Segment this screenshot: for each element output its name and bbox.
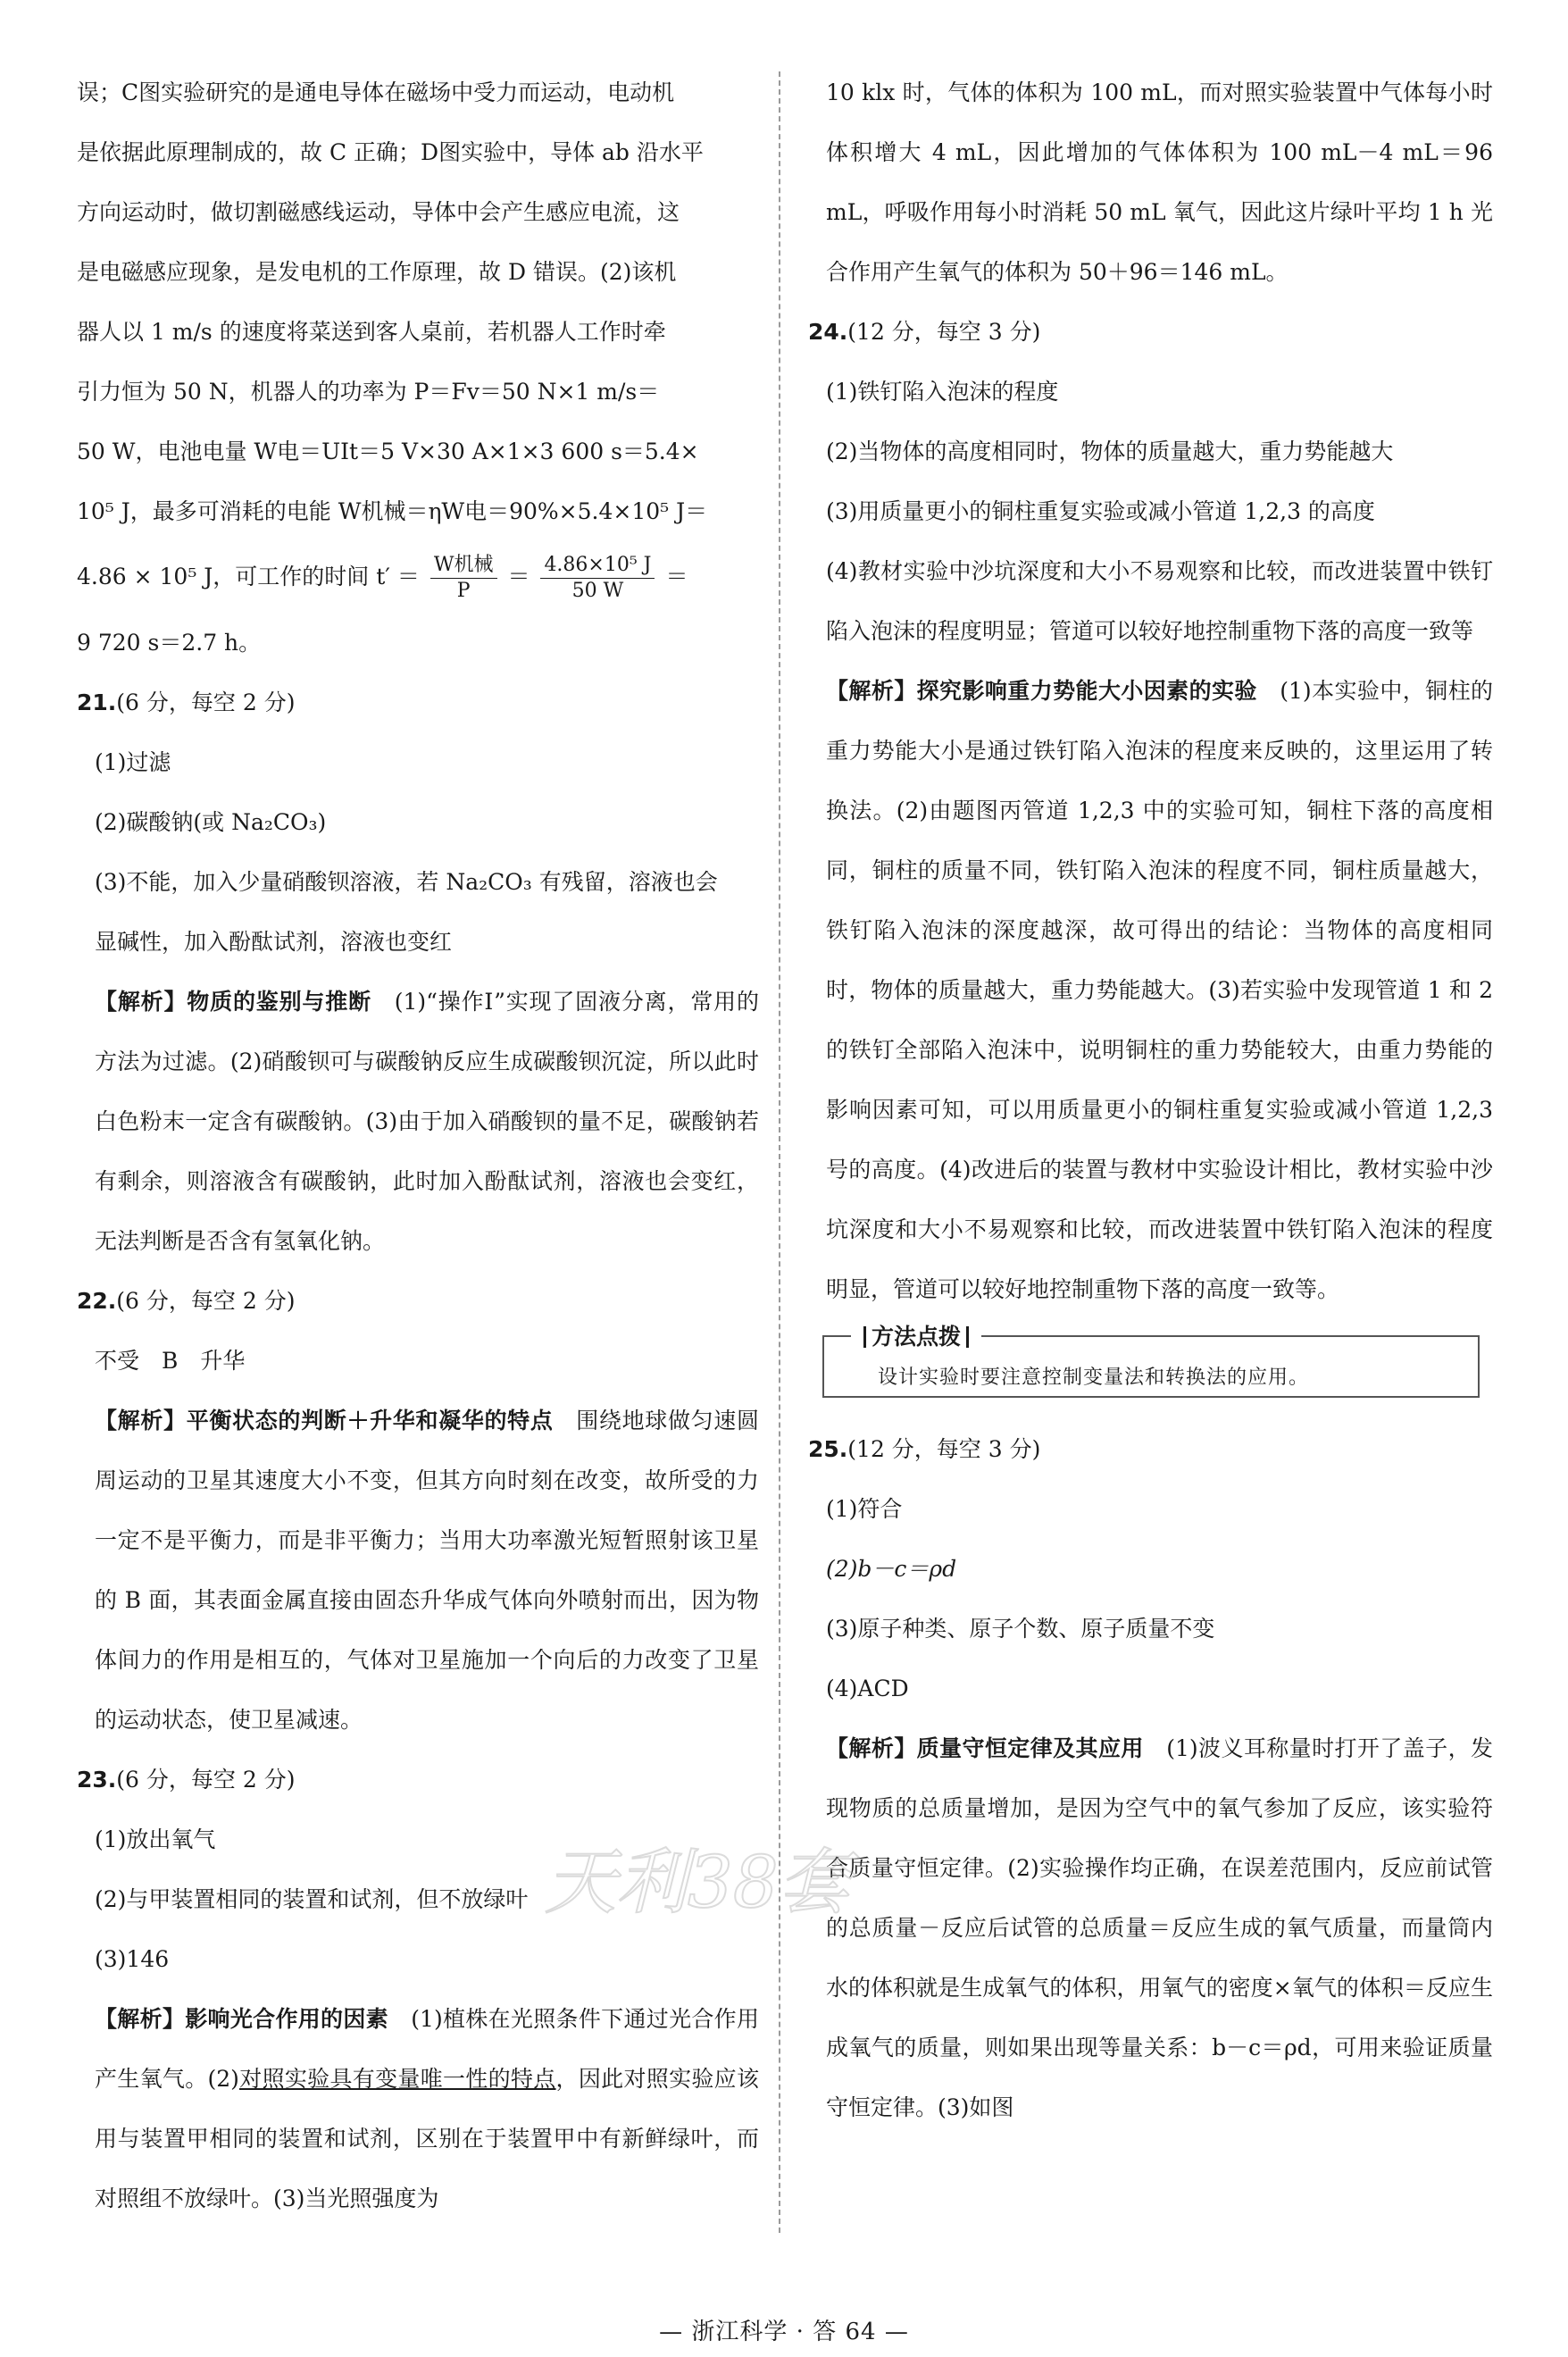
question-score: (12 分，每空 3 分) xyxy=(847,319,1041,345)
q20-line-2: 是依据此原理制成的，故 C 正确；D图实验中，导体 ab 沿水平 xyxy=(77,139,704,165)
q20-line-6: 引力恒为 50 N，机器人的功率为 P＝Fv＝50 N×1 m/s＝ xyxy=(77,379,660,405)
question-number: 21. xyxy=(77,690,117,715)
q23-answer-3: (3)146 xyxy=(95,1946,170,1972)
q24-header xyxy=(808,302,1493,362)
q25-header xyxy=(808,1419,1493,1479)
page-footer: — 浙江科学 · 答 64 — xyxy=(659,2319,909,2345)
fraction-numeric xyxy=(540,553,655,604)
fraction-numerator: 4.86×10⁵ J xyxy=(540,553,655,579)
q24-answer-3: (3)用质量更小的铜柱重复实验或减小管道 1,2,3 的高度 xyxy=(826,498,1375,524)
svg-text:天利38套: 天利38套 xyxy=(545,1841,850,1924)
q22-analysis xyxy=(77,1391,759,1750)
analysis-tag: 【解析】质量守恒定律及其应用 xyxy=(826,1735,1144,1761)
fraction-numerator: W机械 xyxy=(430,553,497,579)
equals-sign: ＝ xyxy=(507,564,530,589)
q21-answer-3: (3)不能，加入少量硝酸钡溶液，若 Na₂CO₃ 有残留，溶液也会 xyxy=(95,869,718,895)
question-number: 25. xyxy=(808,1436,848,1462)
q24-analysis xyxy=(808,661,1493,1319)
q22-header xyxy=(77,1271,759,1331)
question-score: (6 分，每空 2 分) xyxy=(116,690,296,715)
q23-header xyxy=(77,1750,759,1810)
q20-line-7: 50 W，电池电量 W电＝UIt＝5 V×30 A×1×3 600 s＝5.4× xyxy=(77,439,699,464)
q24-answer-1: (1)铁钉陷入泡沫的程度 xyxy=(826,379,1059,405)
question-score: (6 分，每空 2 分) xyxy=(116,1767,296,1793)
analysis-underlined: 对照实验具有变量唯一性的特点 xyxy=(238,2066,556,2092)
q23-continued: 10 klx 时，气体的体积为 100 mL，而对照实验装置中气体每小时体积增大 4 mL，因此增加的气体体积为 100 mL－4 mL＝96 mL，呼吸作用每小时消耗 50 mL 氧气，因此这片绿叶平均 1 h 光合作用产生氧气的体积为 50＋96＝146 mL。 xyxy=(826,79,1493,285)
formula-prefix: 4.86 × 10⁵ J，可工作的时间 t′ ＝ xyxy=(77,564,420,589)
method-tip-text: 设计实验时要注意控制变量法和转换法的应用。 xyxy=(878,1367,1310,1389)
analysis-text: 围绕地球做匀速圆周运动的卫星其速度大小不变，但其方向时刻在改变，故所受的力一定不是平衡力，而是非平衡力；当用大功率激光短暂照射该卫星的 B 面，其表面金属直接由固态升华成气体向外喷射而出，因为物体间力的作用是相互的，气体对卫星施加一个向后的力改变了卫星的运动状态，使卫星减速。 xyxy=(95,1408,759,1733)
equals-sign: ＝ xyxy=(665,564,688,589)
method-tip-label: 方法点拨 xyxy=(851,1319,981,1351)
q22-answer: 不受 B 升华 xyxy=(95,1348,246,1374)
q21-answer-1: (1)过滤 xyxy=(95,749,171,775)
q20-line-8: 10⁵ J，最多可消耗的电能 W机械＝ηW电＝90%×5.4×10⁵ J＝ xyxy=(77,498,708,524)
q20-result: 9 720 s＝2.7 h。 xyxy=(77,630,262,656)
q25-analysis xyxy=(808,1718,1493,2137)
q25-answer-4: (4)ACD xyxy=(826,1676,909,1701)
q20-formula-line xyxy=(77,541,759,613)
column-divider xyxy=(779,71,780,2233)
question-score: (6 分，每空 2 分) xyxy=(116,1288,296,1314)
question-number: 24. xyxy=(808,319,848,345)
q20-line-3: 方向运动时，做切割磁感线运动，导体中会产生感应电流，这 xyxy=(77,199,680,225)
question-number: 22. xyxy=(77,1288,117,1314)
fraction-work-over-power xyxy=(430,553,497,604)
analysis-tag: 【解析】平衡状态的判断＋升华和凝华的特点 xyxy=(95,1408,554,1433)
q25-answer-1: (1)符合 xyxy=(826,1496,903,1522)
analysis-text-a: (1)植株在光照条件下通过光合作用产生氧气。(2) xyxy=(95,2006,759,2092)
analysis-tag: 【解析】探究影响重力势能大小因素的实验 xyxy=(826,678,1257,704)
question-number: 23. xyxy=(77,1767,117,1793)
q25-answer-3: (3)原子种类、原子个数、原子质量不变 xyxy=(826,1616,1215,1642)
q23-answer-2: (2)与甲装置相同的装置和试剂，但不放绿叶 xyxy=(95,1886,529,1912)
q20-line-1: 误；C图实验研究的是通电导体在磁场中受力而运动，电动机 xyxy=(77,79,675,105)
fraction-denominator: P xyxy=(456,580,471,602)
analysis-text: (1)“操作Ⅰ”实现了固液分离，常用的方法为过滤。(2)硝酸钡可与碳酸钠反应生成碳酸钡沉淀，所以此时白色粉末一定含有碳酸钠。(3)由于加入硝酸钡的量不足，碳酸钠若有剩余，则溶液含有碳酸钠，此时加入酚酞试剂，溶液也会变红，无法判断是否含有氢氧化钠。 xyxy=(95,989,759,1254)
q21-answer-3b: 显碱性，加入酚酞试剂，溶液也变红 xyxy=(95,929,453,955)
q25-answer-2: (2)b－c＝ρd xyxy=(826,1556,957,1582)
question-score: (12 分，每空 3 分) xyxy=(847,1436,1041,1462)
q20-line-5: 器人以 1 m/s 的速度将菜送到客人桌前，若机器人工作时牵 xyxy=(77,319,666,345)
left-column xyxy=(77,63,759,2228)
analysis-text-b: ，因此对照实验应该用与装置甲相同的装置和试剂，区别在于装置甲中有新鲜绿叶，而对照组不放绿叶。(3)当光照强度为 xyxy=(95,2066,759,2211)
q23-analysis xyxy=(77,1989,759,2228)
q21-answer-2: (2)碳酸钠(或 Na₂CO₃) xyxy=(95,809,327,835)
method-tip-box xyxy=(822,1324,1480,1398)
right-column xyxy=(808,63,1493,2137)
fraction-denominator: 50 W xyxy=(571,580,624,602)
q24-answer-2: (2)当物体的高度相同时，物体的质量越大，重力势能越大 xyxy=(826,439,1394,464)
q21-header xyxy=(77,673,759,732)
q23-answer-1: (1)放出氧气 xyxy=(95,1826,216,1852)
q24-answer-4: (4)教材实验中沙坑深度和大小不易观察和比较，而改进装置中铁钉陷入泡沫的程度明显；管道可以较好地控制重物下落的高度一致等 xyxy=(826,558,1493,644)
analysis-tag: 【解析】影响光合作用的因素 xyxy=(95,2006,388,2032)
analysis-tag: 【解析】物质的鉴别与推断 xyxy=(95,989,371,1015)
q21-analysis xyxy=(77,972,759,1271)
q20-line-4: 是电磁感应现象，是发电机的工作原理，故 D 错误。(2)该机 xyxy=(77,259,677,285)
analysis-text: (1)波义耳称量时打开了盖子，发现物质的总质量增加，是因为空气中的氧气参加了反应，该实验符合质量守恒定律。(2)实验操作均正确，在误差范围内，反应前试管的总质量－反应后试管的总质量＝反应生成的氧气质量，而量筒内水的体积就是生成氧气的体积，用氧气的密度×氧气的体积＝反应生成氧气的质量，则如果出现等量关系：b－c＝ρd，可用来验证质量守恒定律。(3)如图 xyxy=(826,1735,1493,2120)
analysis-text: (1)本实验中，铜柱的重力势能大小是通过铁钉陷入泡沫的程度来反映的，这里运用了转换法。(2)由题图丙管道 1,2,3 中的实验可知，铜柱下落的高度相同，铜柱的质量不同，铁钉陷入泡沫的程度不同，铜柱质量越大，铁钉陷入泡沫的深度越深，故可得出的结论：当物体的高度相同时，物体的质量越大，重力势能越大。(3)若实验中发现管道 1 和 2 的铁钉全部陷入泡沫中，说明铜柱的重力势能较大，由重力势能的影响因素可知，可以用质量更小的铜柱重复实验或减小管道 1,2,3 号的高度。(4)改进后的装置与教材中实验设计相比，教材实验中沙坑深度和大小不易观察和比较，而改进装置中铁钉陷入泡沫的程度明显，管道可以较好地控制重物下落的高度一致等。 xyxy=(826,678,1493,1302)
